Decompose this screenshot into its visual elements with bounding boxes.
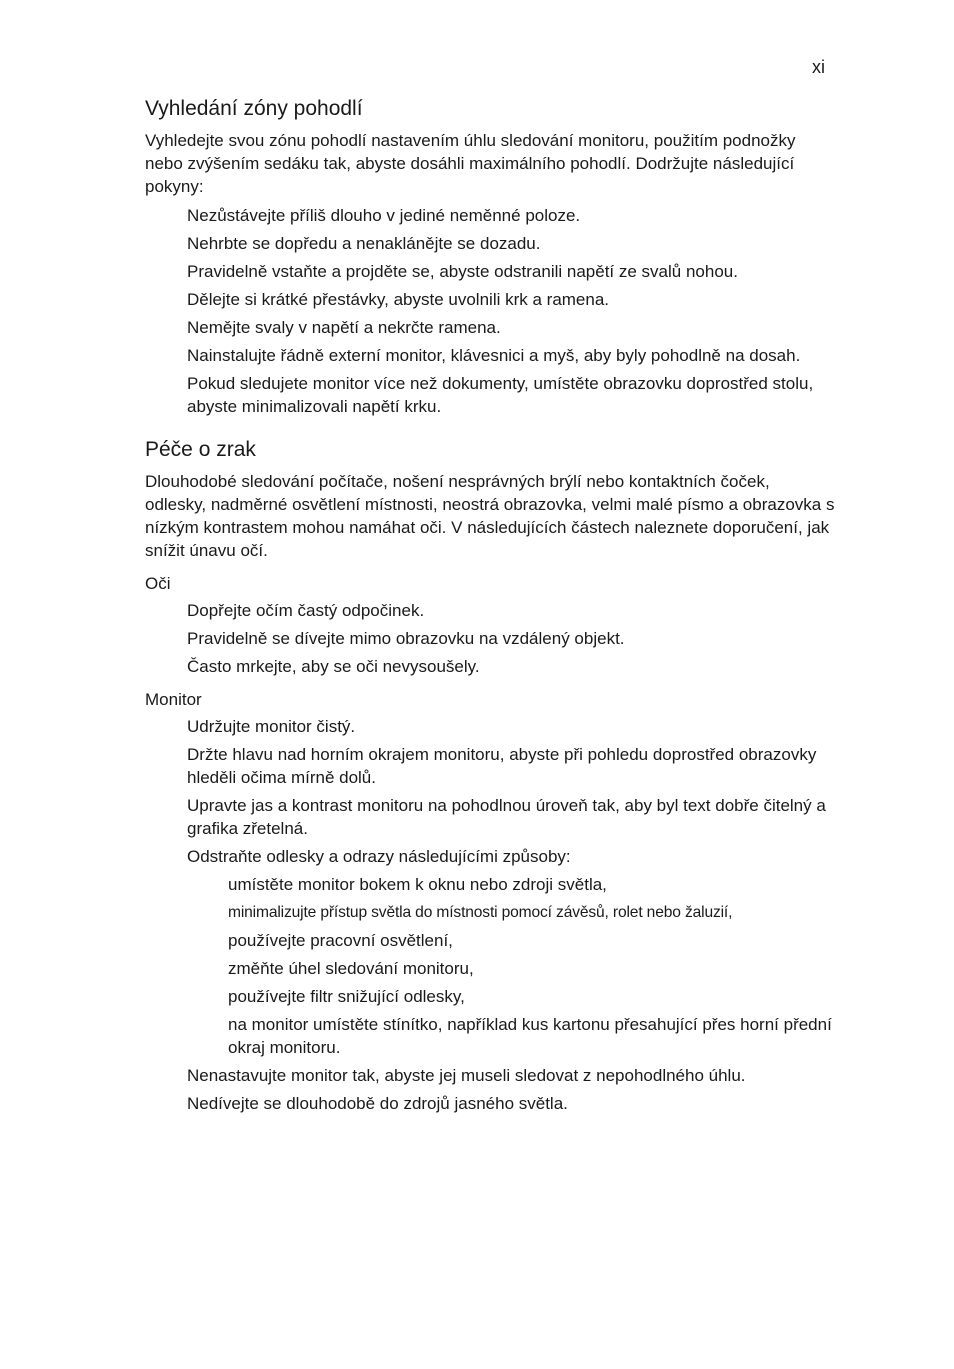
sublist-item: používejte pracovní osvětlení, (228, 931, 453, 950)
list-item: Pokud sledujete monitor více než dokumenty, umístěte obrazovku doprostřed stolu, abyste minimalizovali napětí krku. (187, 374, 814, 416)
eyes-list (187, 599, 835, 678)
sublist-item: minimalizujte přístup světla do místnosti pomocí závěsů, rolet nebo žaluzií, (228, 904, 733, 921)
comfort-zone-intro: Vyhledejte svou zónu pohodlí nastavením úhlu sledování monitoru, použitím podnožky nebo zvýšením sedáku tak, abyste dosáhli maximálního pohodlí. Dodržujte následující pokyny: (145, 131, 796, 196)
list-item: Nemějte svaly v napětí a nekrčte ramena. (187, 318, 501, 337)
sublist-item: změňte úhel sledování monitoru, (228, 959, 474, 978)
list-item: Nehrbte se dopředu a nenaklánějte se dozadu. (187, 234, 541, 253)
page-number: xi (812, 57, 825, 77)
list-item: Upravte jas a kontrast monitoru na pohodlnou úroveň tak, aby byl text dobře čitelný a grafika zřetelná. (187, 796, 826, 838)
list-item: Dělejte si krátké přestávky, abyste uvolnili krk a ramena. (187, 290, 610, 309)
sublist-item: umístěte monitor bokem k oknu nebo zdroji světla, (228, 875, 607, 894)
glare-sublist (228, 873, 835, 1059)
list-item: Udržujte monitor čistý. (187, 717, 356, 736)
list-item: Dopřejte očím častý odpočinek. (187, 601, 425, 620)
eye-care-intro: Dlouhodobé sledování počítače, nošení nesprávných brýlí nebo kontaktních čoček, odlesky, nadměrné osvětlení místnosti, neostrá obrazovka, velmi malé písmo a obrazovka s nízkým kontrastem mohou namáhat oči. V následujících částech naleznete doporučení, jak snížit únavu očí. (145, 472, 835, 560)
sublist-item: používejte filtr snižující odlesky, (228, 987, 465, 1006)
list-item: Nezůstávejte příliš dlouho v jediné neměnné poloze. (187, 206, 581, 225)
list-item: Pravidelně vstaňte a projděte se, abyste odstranili napětí ze svalů nohou. (187, 262, 738, 281)
list-item: Často mrkejte, aby se oči nevysoušely. (187, 657, 480, 676)
list-item: Nainstalujte řádně externí monitor, klávesnici a myš, aby byly pohodlně na dosah. (187, 346, 801, 365)
document-body (145, 95, 835, 1120)
list-item: Nedívejte se dlouhodobě do zdrojů jasného světla. (187, 1094, 568, 1113)
subheading-monitor: Monitor (145, 690, 202, 709)
sublist-item: na monitor umístěte stínítko, například kus kartonu přesahující přes horní přední okraj monitoru. (228, 1015, 832, 1057)
list-item: Nenastavujte monitor tak, abyste jej museli sledovat z nepohodlného úhlu. (187, 1066, 746, 1085)
list-item-glare (187, 845, 835, 1059)
monitor-list (187, 715, 835, 1115)
list-item: Pravidelně se dívejte mimo obrazovku na vzdálený objekt. (187, 629, 625, 648)
comfort-zone-list (187, 204, 835, 418)
list-item: Držte hlavu nad horním okrajem monitoru, abyste při pohledu doprostřed obrazovky hleděli očima mírně dolů. (187, 745, 817, 787)
section-title-comfort-zone: Vyhledání zóny pohodlí (145, 97, 363, 120)
glare-intro: Odstraňte odlesky a odrazy následujícími způsoby: (187, 847, 571, 866)
section-title-eye-care: Péče o zrak (145, 438, 256, 461)
subheading-eyes: Oči (145, 574, 171, 593)
